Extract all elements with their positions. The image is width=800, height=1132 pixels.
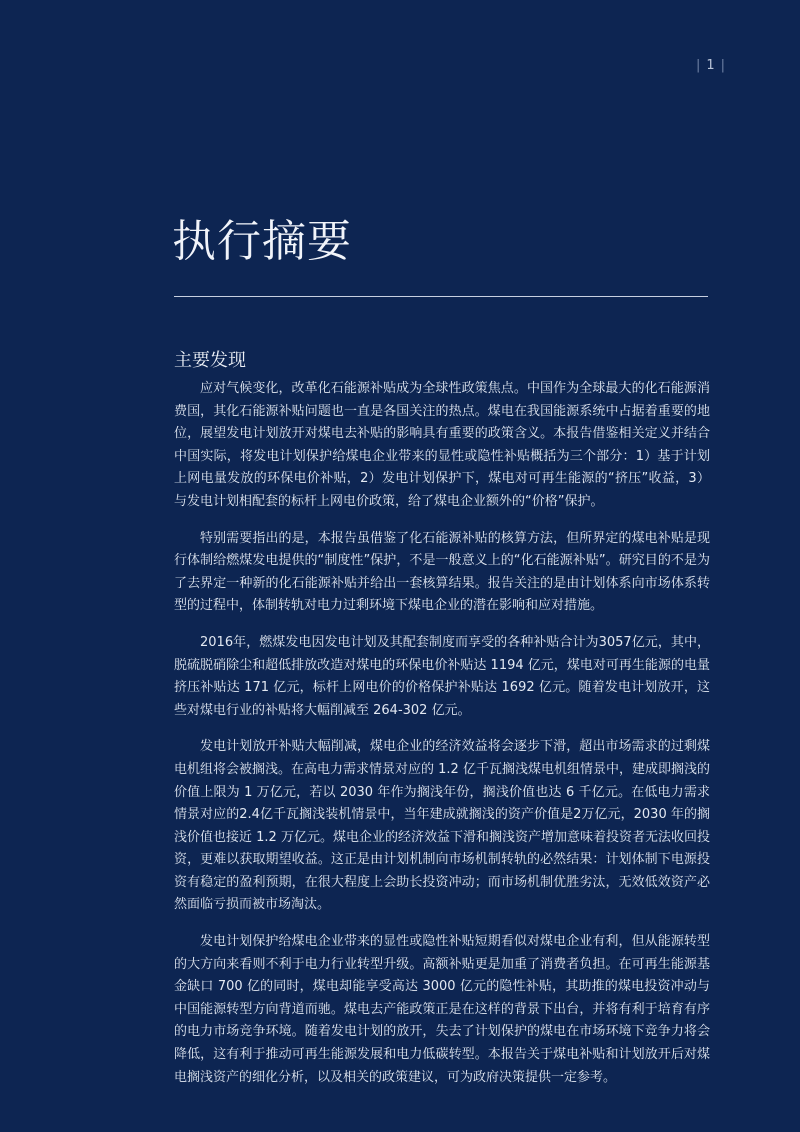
paragraph: 特别需要指出的是，本报告虽借鉴了化石能源补贴的核算方法，但所界定的煤电补贴是现行体制给燃煤发电提供的“制度性”保护，不是一般意义上的“化石能源补贴”。研究目的不是为了去界定一种新的化石能源补贴并给出一套核算结果。报告关注的是由计划体系向市场体系转型的过程中，体制转轨对电力过剩环境下煤电企业的潜在影响和应对措施。 xyxy=(174,530,710,614)
paragraph: 发电计划保护给煤电企业带来的显性或隐性补贴短期看似对煤电企业有利，但从能源转型的大方向来看则不利于电力行业转型升级。高额补贴更是加重了消费者负担。在可再生能源基金缺口 700 亿的同时，煤电却能享受高达 3000 亿元的隐性补贴，其助推的煤电投资冲动与中国能源转型方向背道而驰。煤电去产能政策正是在这样的背景下出台，并将有利于培育有序的电力市场竞争环境。随着发电计划的放开，失去了计划保护的煤电在市场环境下竞争力将会降低，这有利于推动可再生能源发展和电力低碳转型。本报告关于煤电补贴和计划放开后对煤电搁浅资产的细化分析，以及相关的政策建议，可为政府决策提供一定参考。 xyxy=(174,934,710,1085)
paragraph: 发电计划放开补贴大幅削减，煤电企业的经济效益将会逐步下滑，超出市场需求的过剩煤电机组将会被搁浅。在高电力需求情景对应的 1.2 亿千瓦搁浅煤电机组情景中，建成即搁浅的价值上限为 1 万亿元，若以 2030 年作为搁浅年份，搁浅价值也达 6 千亿元。在低电力需求情景对应的2.4亿千瓦搁浅装机情景中，当年建成就搁浅的资产价值是2万亿元，2030 年的搁浅价值也接近 1.2 万亿元。煤电企业的经济效益下滑和搁浅资产增加意味着投资者无法收回投资，更难以获取期望收益。这正是由计划机制向市场机制转轨的必然结果：计划体制下电源投资有稳定的盈利预期，在很大程度上会助长投资冲动；而市场机制优胜劣汰，无效低效资产必然面临亏损而被市场淘汰。 xyxy=(174,739,710,913)
page-number-separator-right: | xyxy=(720,58,726,73)
page-number xyxy=(690,58,730,73)
page-number-value: 1 xyxy=(706,58,715,73)
paragraph: 2016年，燃煤发电因发电计划及其配套制度而享受的各种补贴合计为3057亿元，其中，脱硫脱硝除尘和超低排放改造对煤电的环保电价补贴达 1194 亿元，煤电对可再生能源的电量挤压补贴达 171 亿元，标杆上网电价的价格保护补贴达 1692 亿元。随着发电计划放开，这些对煤电行业的补贴将大幅削减至 264-302 亿元。 xyxy=(174,634,710,718)
section-heading: 主要发现 xyxy=(174,350,246,371)
page-title: 执行摘要 xyxy=(172,216,352,267)
page-number-separator-left: | xyxy=(696,58,701,73)
body-text xyxy=(174,378,710,1103)
paragraph: 应对气候变化，改革化石能源补贴成为全球性政策焦点。中国作为全球最大的化石能源消费国，其化石能源补贴问题也一直是各国关注的热点。煤电在我国能源系统中占据着重要的地位，展望发电计划放开对煤电去补贴的影响具有重要的政策含义。本报告借鉴相关定义并结合中国实际，将发电计划保护给煤电企业带来的显性或隐性补贴概括为三个部分：1）基于计划上网电量发放的环保电价补贴，2）发电计划保护下，煤电对可再生能源的“挤压”收益，3）与发电计划相配套的标杆上网电价政策，给了煤电企业额外的“价格”保护。 xyxy=(174,381,710,509)
title-divider xyxy=(174,296,708,297)
